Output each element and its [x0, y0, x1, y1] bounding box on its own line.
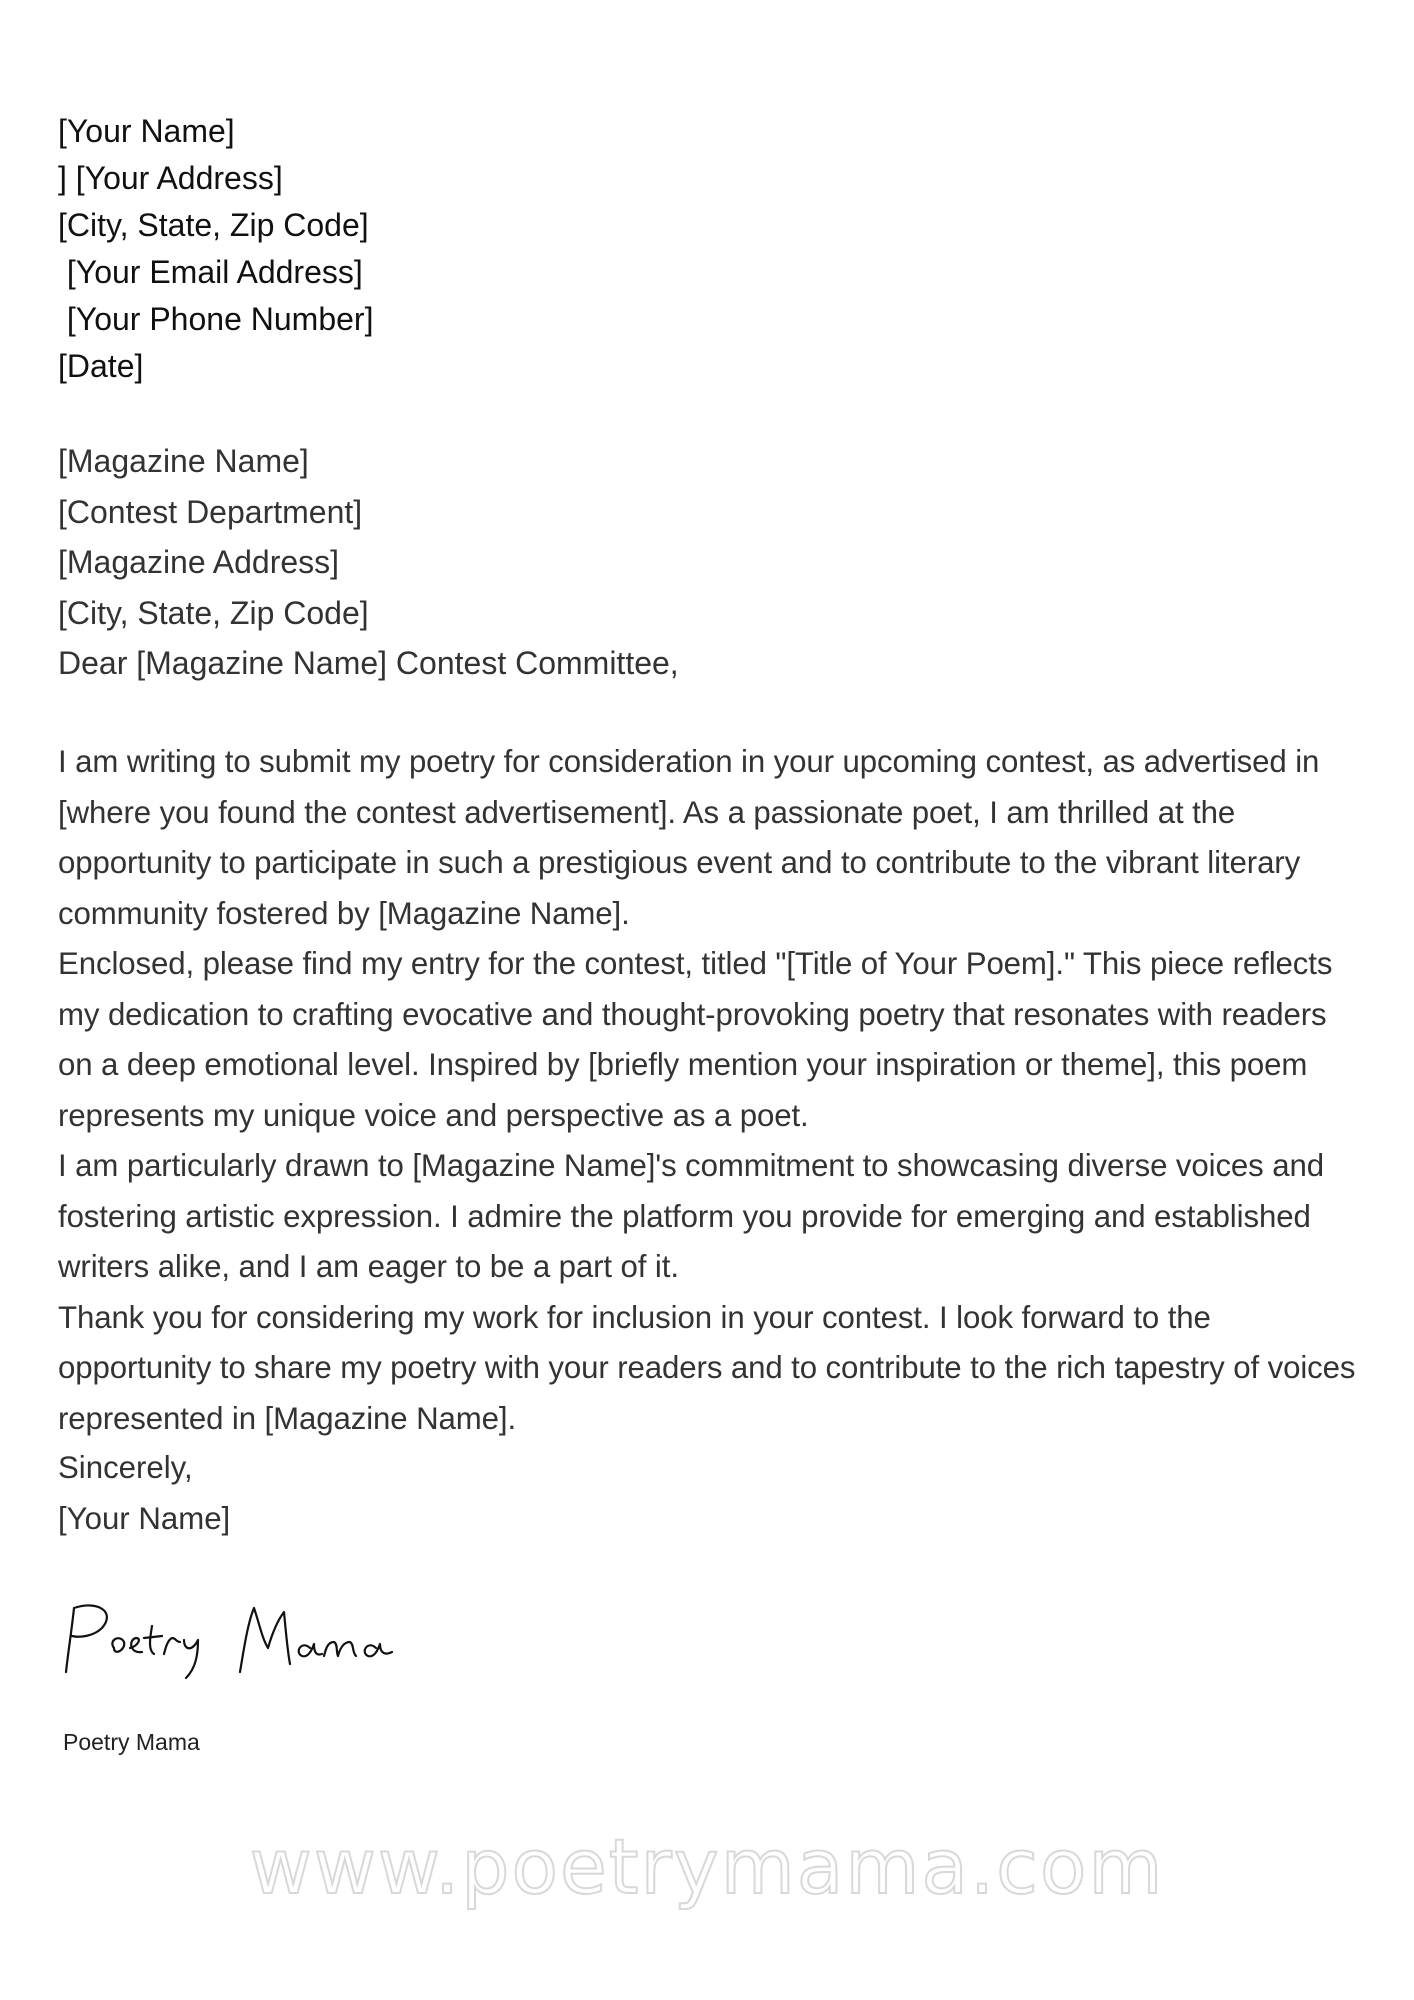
sender-email: [Your Email Address] [58, 254, 363, 290]
body-paragraph-commitment: I am particularly drawn to [Magazine Name]'s commitment to showcasing diverse voices and fostering artistic expression. I admire the platform you provide for emerging and established writers alike, and I am eager to be a part of it. [58, 1148, 1324, 1284]
sender-address: ] [Your Address] [58, 160, 283, 196]
signature-script-icon [58, 1598, 438, 1680]
signature-printed-name: Poetry Mama [63, 1729, 200, 1755]
closing-block [58, 1443, 658, 1544]
recipient-magazine-name: [Magazine Name] [58, 443, 309, 479]
body-paragraph-intro: I am writing to submit my poetry for consideration in your upcoming contest, as advertised in [where you found the contest advertisement]. As a passionate poet, I am thrilled at the opportunity to participate in such a prestigious event and to contribute to the vibrant literary community fostered by [Magazine Name]. [58, 744, 1320, 931]
recipient-department: [Contest Department] [58, 493, 363, 530]
closing-salutation: Sincerely, [58, 1450, 193, 1485]
sender-city-state-zip: [City, State, Zip Code] [58, 207, 369, 243]
letter-body [58, 737, 1368, 1444]
closing-name: [Your Name] [58, 1500, 231, 1536]
sender-phone: [Your Phone Number] [58, 301, 374, 337]
recipient-city-state-zip: [City, State, Zip Code] [58, 594, 369, 631]
sender-name: [Your Name] [58, 113, 235, 149]
body-paragraph-entry: Enclosed, please find my entry for the contest, titled "[Title of Your Poem]." This piece reflects my dedication to crafting evocative and thought-provoking poetry that resonates with readers on a deep emotional level. Inspired by [briefly mention your inspiration or theme], this poem represents my unique voice and perspective as a poet. [58, 946, 1333, 1133]
recipient-block [58, 436, 1058, 689]
letter-greeting: Dear [Magazine Name] Contest Committee, [58, 645, 679, 681]
website-watermark: www.poetrymama.com [249, 1822, 1165, 1911]
sender-date: [Date] [58, 348, 144, 384]
body-paragraph-thanks: Thank you for considering my work for inclusion in your contest. I look forward to the opportunity to share my poetry with your readers and to contribute to the rich tapestry of voices represented in [Magazine Name]. [58, 1299, 1356, 1436]
sender-block [58, 108, 958, 390]
recipient-address: [Magazine Address] [58, 544, 340, 580]
handwritten-signature [58, 1598, 438, 1680]
